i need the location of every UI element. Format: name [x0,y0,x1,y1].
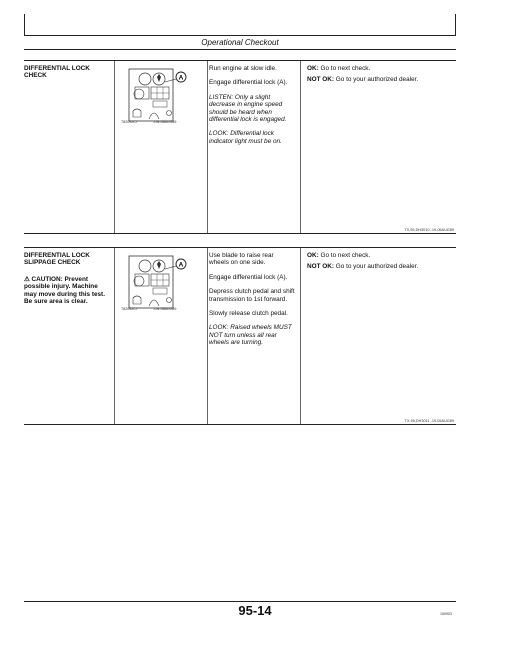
steps-column [209,252,295,354]
page-title: Operational Checkout [201,38,279,47]
caution-note [24,276,108,306]
figure-label-left: T82092C7 [121,307,138,311]
result-column [300,248,456,424]
check-block-differential-lock [24,60,456,234]
step-text-look: LOOK: Raised wheels MUST NOT turn unless all rear wheels are turning. [209,324,292,347]
ok-label: OK: [307,65,319,72]
header-frame-left [24,14,25,35]
step-text: Engage differential lock (A). [209,79,288,87]
step-text: Engage differential lock (A). [209,273,288,281]
steps-column [209,65,295,152]
figure-column [114,61,208,233]
check-title-column [24,252,108,305]
warning-triangle-icon: ⚠ [24,275,30,283]
not-ok-label: NOT OK: [307,263,334,271]
header-frame-right [455,14,456,35]
step-text: Run engine at slow idle. [209,65,277,72]
check-title: DIFFERENTIAL LOCK CHECK [24,65,90,80]
step-text: Depress clutch pedal and shift transmission to 1st forward. [209,288,295,303]
reference-code: TX,95,DH3011 -19-05AUG89 [404,419,454,423]
ok-label: OK: [307,252,319,259]
check-title: DIFFERENTIAL LOCK SLIPPAGE CHECK [24,252,90,267]
not-ok-text: Go to your authorized dealer. [335,76,419,84]
figure-callout-a: A [178,74,184,82]
ok-text: Go to next check. [320,252,371,259]
reference-code: TX,95,DH3010 -19-05AUG89 [404,228,454,232]
figure-label-right: -UN-08AUG89 [153,307,177,311]
ok-result [307,65,447,72]
footer-rule [24,601,456,602]
not-ok-result [307,263,447,270]
step-text: Use blade to raise rear wheels on one side. [209,252,274,267]
page-number: 95-14 [238,603,272,618]
check-title-column [24,65,108,80]
header-rule [24,49,456,50]
figure-label-right: -UN-08AUG89 [153,120,177,124]
footer-code: 150903 [440,612,452,616]
not-ok-label: NOT OK: [307,76,334,84]
figure-callout-a: A [178,261,184,269]
figure-column [114,248,208,424]
figure-label-left: T82092C7 [121,120,138,124]
page-header [24,35,456,47]
result-column [300,61,456,233]
step-text: Slowly release clutch pedal. [209,310,288,318]
not-ok-text: Go to your authorized dealer. [335,263,419,271]
step-text-listen: LISTEN: Only a slight decrease in engine speed should be heard when differential lock is engaged. [209,93,287,124]
check-block-differential-lock-slippage [24,247,456,425]
not-ok-result [307,76,447,83]
caution-text: CAUTION: Prevent possible injury. Machine may move during this test. Be sure area is clear. [24,275,105,306]
step-text-look: LOOK: Differential lock indicator light must be on. [209,130,282,145]
ok-text: Go to next check. [320,65,371,72]
ok-result [307,252,447,259]
